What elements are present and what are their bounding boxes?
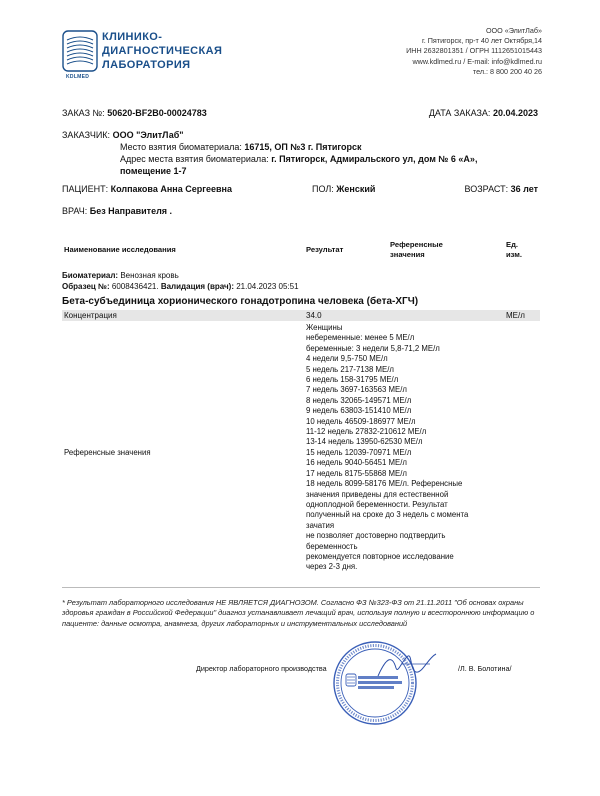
director-title: Директор лабораторного производства xyxy=(196,664,327,673)
patient-sex: ПОЛ: Женский xyxy=(312,184,376,194)
reference-line: 4 недели 9,5-750 МЕ/л xyxy=(306,354,388,364)
reference-line: 11-12 недель 27832-210612 МЕ/л xyxy=(306,427,427,437)
param-value: 34.0 xyxy=(306,311,322,320)
reference-line: 16 недель 9040-56451 МЕ/л xyxy=(306,458,407,468)
reference-line: беременные: 3 недели 5,8-71,2 МЕ/л xyxy=(306,343,440,353)
sampling-address: Адрес места взятия биоматериала: г. Пятигорск, Адмиральского ул, дом № 6 «А», xyxy=(120,154,478,164)
reference-line: одноплодной беременности. Результат xyxy=(306,499,448,509)
reference-line: 15 недель 12039-70971 МЕ/л xyxy=(306,447,412,457)
reference-line: рекомендуется повторное исследование xyxy=(306,551,454,561)
result-row xyxy=(62,310,540,321)
col-header-reference: Референсные значения xyxy=(390,240,443,259)
sampling-address-line2: помещение 1-7 xyxy=(120,166,187,176)
lab-name: КЛИНИКО- ДИАГНОСТИЧЕСКАЯ ЛАБОРАТОРИЯ xyxy=(102,31,223,71)
patient-age: ВОЗРАСТ: 36 лет xyxy=(464,184,538,194)
director-name: /Л. В. Болотина/ xyxy=(458,664,512,673)
patient-name: ПАЦИЕНТ: Колпакова Анна Сергеевна xyxy=(62,184,232,194)
customer: ЗАКАЗЧИК: ООО "ЭлитЛаб" xyxy=(62,130,184,140)
reference-line: беременность xyxy=(306,541,358,551)
disclaimer: * Результат лабораторного исследования НЕ ЯВЛЯЕТСЯ ДИАГНОЗОМ. Согласно ФЗ №323-ФЗ от 21.11.2011 "Об основах охраны здоровья граждан в Российской Федерации" диагноз устанавливает лечащий врач, используя полную и всестороннюю информацию о пациенте: данные осмотра, анамнеза, других лабораторных и инструментальных исследований xyxy=(62,598,535,628)
param-name: Концентрация xyxy=(64,311,117,320)
reference-line: 7 недель 3697-163563 МЕ/л xyxy=(306,385,407,395)
reference-values xyxy=(306,323,506,573)
param-unit: МЕ/л xyxy=(506,311,525,320)
reference-line: 17 недель 8175-55868 МЕ/л xyxy=(306,468,407,478)
reference-label: Референсные значения xyxy=(64,448,151,457)
reference-line: 9 недель 63803-151410 МЕ/л xyxy=(306,406,412,416)
order-date: ДАТА ЗАКАЗА: 20.04.2023 xyxy=(428,108,538,118)
reference-line: 6 недель 158-31795 МЕ/л xyxy=(306,375,399,385)
reference-line: зачатия xyxy=(306,520,335,530)
test-title: Бета-субъединица хорионического гонадотропина человека (бета-ХГЧ) xyxy=(62,296,419,307)
reference-line: 13-14 недель 13950-62530 МЕ/л xyxy=(306,437,423,447)
reference-line: 18 недель 8099-58176 МЕ/л. Референсные xyxy=(306,479,463,489)
reference-line: 10 недель 46509-186977 МЕ/л xyxy=(306,416,416,426)
doctor: ВРАЧ: Без Направителя . xyxy=(62,206,173,216)
sampling-place: Место взятия биоматериала: 16715, ОП №3 г. Пятигорск xyxy=(120,142,362,152)
reference-line: через 2-3 дня. xyxy=(306,562,358,572)
reference-line: небеременные: менее 5 МЕ/л xyxy=(306,333,415,343)
col-header-result: Результат xyxy=(306,245,344,254)
lab-contacts: ООО «ЭлитЛаб» г. Пятигорск, пр-т 40 лет Октября,14 ИНН 2632801351 / ОГРН 1112651015443 www.kdlmed.ru / E-mail: info@kdlmed.ru тел.: 8 800 200 40 26 xyxy=(406,26,542,76)
biomaterial: Биоматериал: Венозная кровь xyxy=(62,271,179,280)
reference-line: полученный на сроке до 3 недель с момента xyxy=(306,510,469,520)
reference-line: Женщины xyxy=(306,323,343,332)
reference-line: не позволяет достоверно подтвердить xyxy=(306,531,446,541)
signature-mark xyxy=(372,650,452,680)
logo-subtitle: KDLMED xyxy=(66,74,90,80)
reference-line: 8 недель 32065-149571 МЕ/л xyxy=(306,395,412,405)
divider xyxy=(62,587,540,588)
letterhead xyxy=(62,26,542,86)
col-header-unit: Ед. изм. xyxy=(506,240,522,259)
order-number: ЗАКАЗ №: 50620-BF2B0-00024783 xyxy=(62,108,207,118)
reference-line: значения приведены для естественной xyxy=(306,489,449,499)
lab-logo-icon xyxy=(62,30,98,74)
sample-info: Образец №: 6008436421. Валидация (врач): 21.04.2023 05:51 xyxy=(62,282,299,291)
col-header-name: Наименование исследования xyxy=(64,245,176,254)
reference-line: 5 недель 217-7138 МЕ/л xyxy=(306,364,394,374)
